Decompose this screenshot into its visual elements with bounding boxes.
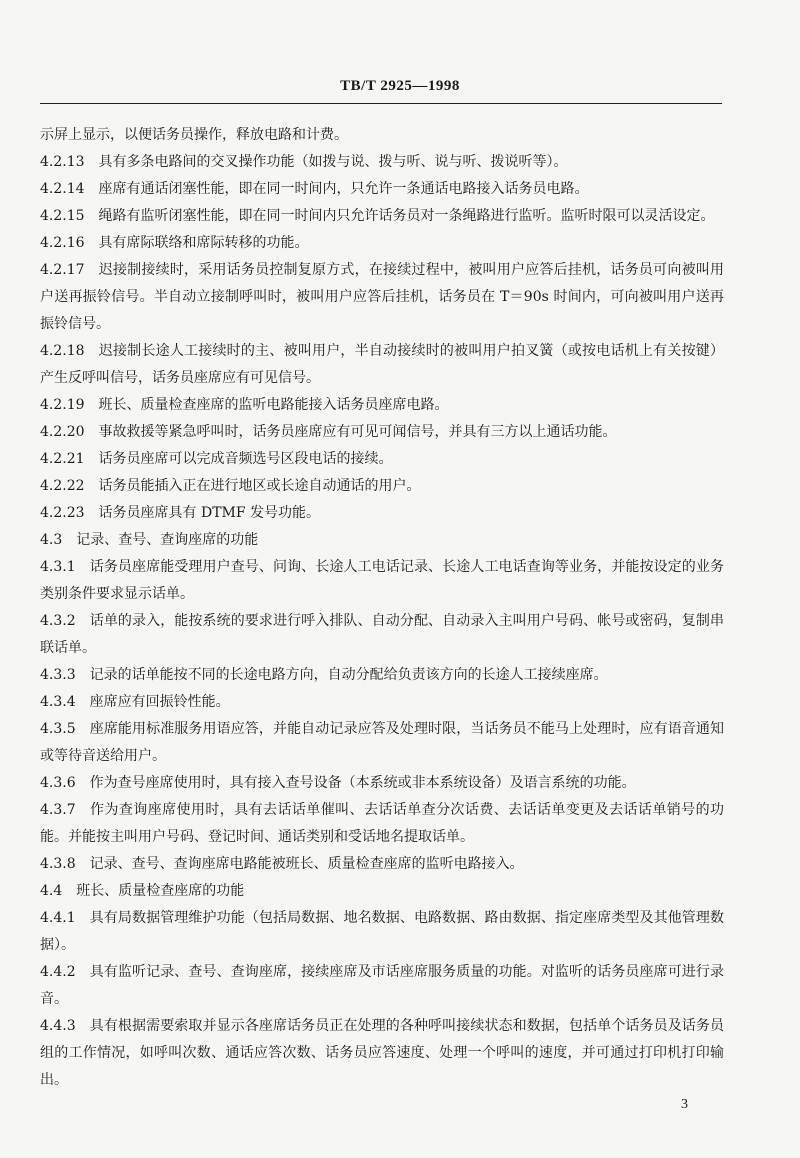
paragraph [40, 203, 724, 230]
section-number: 4.3.2 [40, 613, 76, 629]
section-number: 4.4.3 [40, 1018, 76, 1034]
paragraph-text: 班长、质量检查座席的监听电路能接入话务员座席电路。 [98, 397, 449, 413]
paragraph-text: 具有根据需要索取并显示各座席话务员正在处理的各种呼叫接续状态和数据，包括单个话务员及话务员组的工作情况，如呼叫次数、通话应答次数、话务员应答速度、处理一个呼叫的速度，并可通过打印机打印输出。 [40, 1018, 724, 1088]
section-number: 4.4.2 [40, 964, 76, 980]
paragraph-text: 话务员座席能受理用户查号、问询、长途人工电话记录、长途人工电话查询等业务，并能按设定的业务类别条件要求显示话单。 [40, 559, 724, 602]
paragraph [40, 716, 724, 770]
section-number: 4.2.19 [40, 397, 85, 413]
paragraph [40, 122, 724, 149]
paragraph [40, 770, 724, 797]
section-number: 4.3.1 [40, 559, 76, 575]
paragraph-text: 迟接制长途人工接续时的主、被叫用户，半自动接续时的被叫用户拍叉簧（或按电话机上有关按键）产生反呼叫信号，话务员座席应有可见信号。 [40, 343, 724, 386]
paragraph [40, 500, 724, 527]
paragraph-text: 作为查询座席使用时，具有去话话单催叫、去话话单查分次话费、去话话单变更及去话话单销号的功能。并能按主叫用户号码、登记时间、通话类别和受话地名提取话单。 [40, 802, 724, 845]
section-number: 4.2.13 [40, 154, 85, 170]
paragraph-text: 座席能用标准服务用语应答，并能自动记录应答及处理时限，当话务员不能马上处理时，应有语音通知或等待音送给用户。 [40, 721, 724, 764]
paragraph-text: 具有局数据管理维护功能（包括局数据、地名数据、电路数据、路由数据、指定座席类型及其他管理数据）。 [40, 910, 724, 953]
paragraph-text: 绳路有监听闭塞性能，即在同一时间内只允许话务员对一条绳路进行监听。监听时限可以灵活设定。 [98, 208, 715, 224]
section-number: 4.2.16 [40, 235, 85, 251]
header-rule [40, 103, 722, 104]
paragraph [40, 230, 724, 257]
paragraph [40, 176, 724, 203]
paragraph [40, 419, 724, 446]
paragraph-text: 班长、质量检查座席的功能 [76, 883, 245, 899]
paragraph-text: 迟接制接续时，采用话务员控制复原方式，在接续过程中，被叫用户应答后挂机，话务员可向被叫用户送再振铃信号。半自动立接制呼叫时，被叫用户应答后挂机，话务员在 T＝90s 时间内，可向被叫用户送再振铃信号。 [40, 262, 724, 332]
section-heading [40, 527, 724, 554]
paragraph-text: 具有多条电路间的交叉操作功能（如拨与说、拨与听、说与听、拨说听等）。 [98, 154, 568, 170]
paragraph-text: 话务员座席可以完成音频选号区段电话的接续。 [98, 451, 393, 467]
paragraph-text: 话单的录入，能按系统的要求进行呼入排队、自动分配、自动录入主叫用户号码、帐号或密码，复制串联话单。 [40, 613, 724, 656]
paragraph-text: 座席有通话闭塞性能，即在同一时间内，只允许一条通话电路接入话务员电路。 [98, 181, 589, 197]
paragraph [40, 473, 724, 500]
section-heading [40, 878, 724, 905]
section-number: 4.2.22 [40, 478, 85, 494]
paragraph-text: 话务员能插入正在进行地区或长途自动通话的用户。 [98, 478, 421, 494]
section-number: 4.2.21 [40, 451, 85, 467]
section-number: 4.4.1 [40, 910, 76, 926]
section-number: 4.3.6 [40, 775, 76, 791]
paragraph [40, 905, 724, 959]
paragraph-text: 具有席际联络和席际转移的功能。 [98, 235, 309, 251]
paragraph [40, 608, 724, 662]
paragraph [40, 662, 724, 689]
section-number: 4.3.5 [40, 721, 76, 737]
section-number: 4.2.15 [40, 208, 85, 224]
paragraph-text: 话务员座席具有 DTMF 发号功能。 [98, 505, 321, 521]
paragraph [40, 446, 724, 473]
page-number: 3 [681, 1097, 688, 1112]
section-number: 4.4 [40, 883, 63, 899]
section-number: 4.2.18 [40, 343, 85, 359]
section-number: 4.2.20 [40, 424, 85, 440]
section-number: 4.2.17 [40, 262, 85, 278]
document-header: TB/T 2925—1998 [340, 78, 460, 94]
paragraph [40, 338, 724, 392]
paragraph [40, 257, 724, 338]
paragraph [40, 554, 724, 608]
section-number: 4.3 [40, 532, 63, 548]
paragraph [40, 851, 724, 878]
paragraph-text: 记录、查号、查询座席的功能 [76, 532, 259, 548]
paragraph-text: 作为查号座席使用时，具有接入查号设备（本系统或非本系统设备）及语言系统的功能。 [89, 775, 636, 791]
paragraph-text: 记录、查号、查询座席电路能被班长、质量检查座席的监听电路接入。 [89, 856, 524, 872]
section-number: 4.3.8 [40, 856, 76, 872]
paragraph-text: 座席应有回振铃性能。 [89, 694, 230, 710]
section-number: 4.2.14 [40, 181, 85, 197]
section-number: 4.3.4 [40, 694, 76, 710]
paragraph-text: 示屏上显示，以便话务员操作，释放电路和计费。 [40, 127, 348, 143]
document-body [40, 122, 724, 1094]
section-number: 4.2.23 [40, 505, 85, 521]
paragraph [40, 1013, 724, 1094]
paragraph-text: 事故救援等紧急呼叫时，话务员座席应有可见可闻信号，并具有三方以上通话功能。 [98, 424, 617, 440]
section-number: 4.3.7 [40, 802, 76, 818]
paragraph-text: 具有监听记录、查号、查询座席，接续座席及市话座席服务质量的功能。对监听的话务员座席可进行录音。 [40, 964, 724, 1007]
paragraph [40, 392, 724, 419]
paragraph [40, 149, 724, 176]
paragraph [40, 689, 724, 716]
paragraph [40, 959, 724, 1013]
paragraph [40, 797, 724, 851]
section-number: 4.3.3 [40, 667, 76, 683]
paragraph-text: 记录的话单能按不同的长途电路方向，自动分配给负责该方向的长途人工接续座席。 [89, 667, 608, 683]
